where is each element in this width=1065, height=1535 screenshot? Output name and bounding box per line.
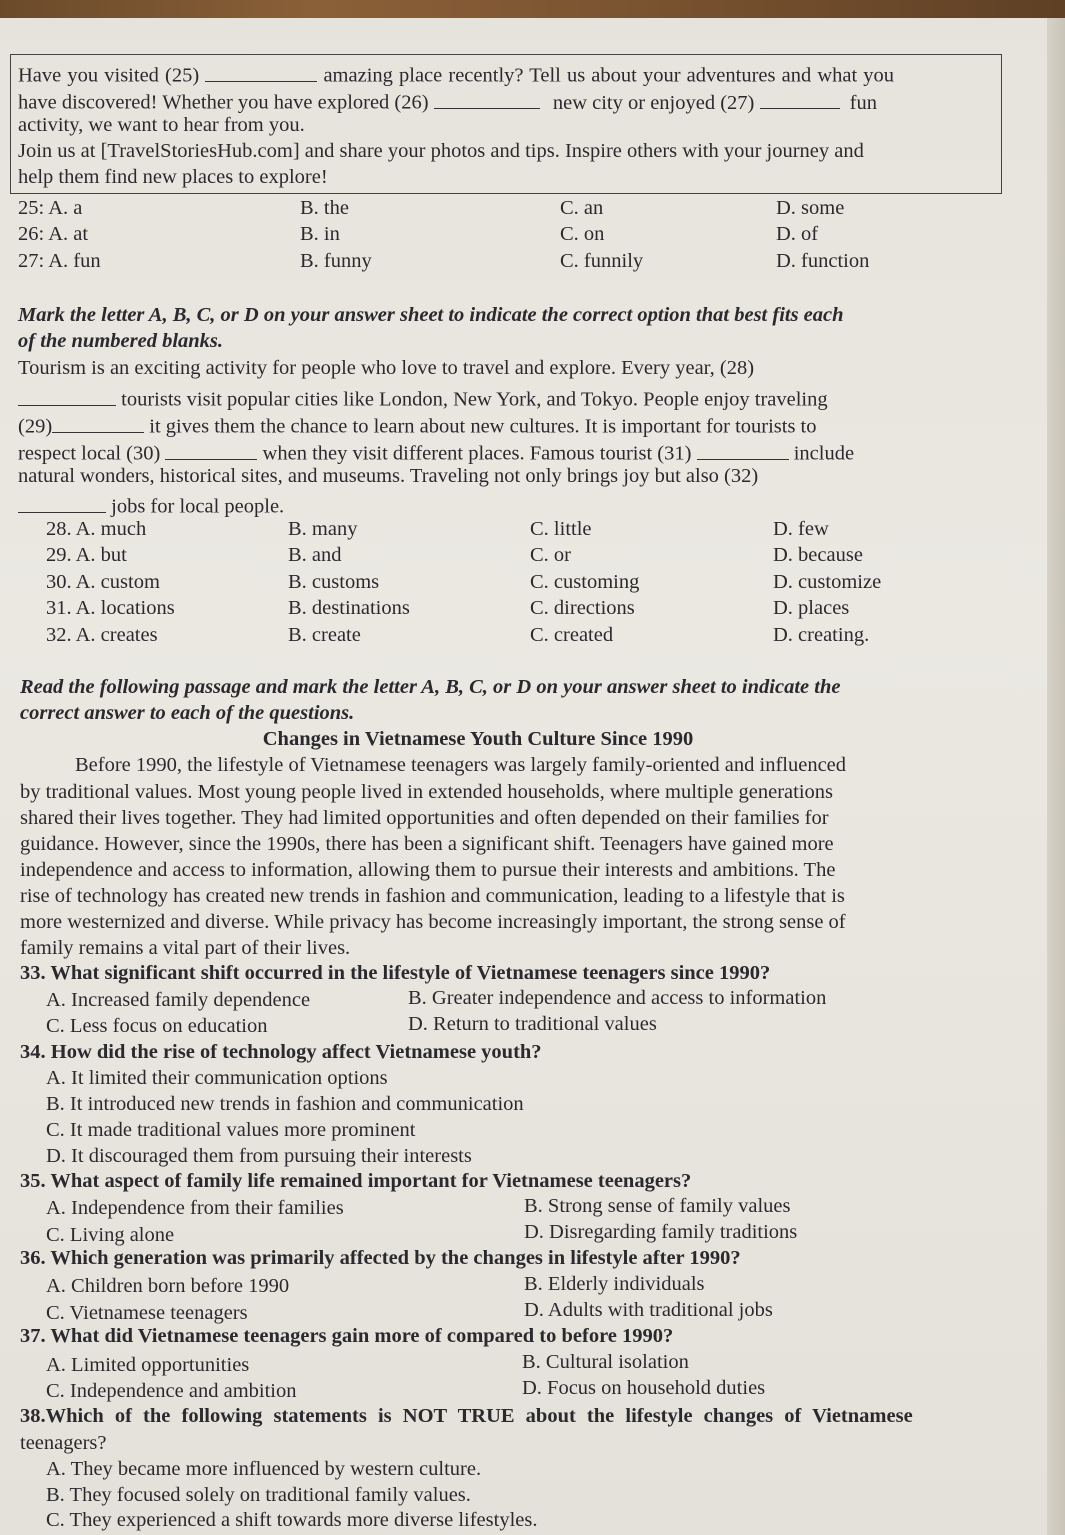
option-d: D. Adults with traditional jobs	[524, 1299, 773, 1321]
passage-2-line-6	[18, 491, 284, 519]
blank-27	[760, 87, 840, 109]
option-c: C. customing	[530, 571, 640, 593]
reading-line: independence and access to information, allowing them to pursue their interests and ambitions. The	[20, 859, 836, 881]
option-c: C. Less focus on education	[46, 1015, 268, 1037]
reading-line: family remains a vital part of their lives.	[20, 937, 351, 959]
option-b: B. Strong sense of family values	[524, 1195, 791, 1217]
option-b: B. the	[300, 197, 349, 219]
blank-28	[18, 384, 116, 406]
option-row	[18, 223, 88, 246]
passage-2-line-2	[18, 384, 828, 412]
option-d: D. Disregarding family traditions	[524, 1221, 798, 1243]
option-a: A. Independence from their families	[46, 1197, 344, 1219]
box-line-1b: amazing place recently? Tell us about your adventures and what you	[323, 64, 895, 87]
option-b: B. in	[300, 223, 340, 245]
passage-2-line-6-text: jobs for local people.	[111, 495, 285, 518]
option-c: C. little	[530, 518, 592, 540]
option-c: C. Vietnamese teenagers	[46, 1302, 248, 1324]
option-d: D. function	[776, 250, 870, 272]
reading-line: guidance. However, since the 1990s, there has been a significant shift. Teenagers have gained more	[20, 833, 834, 855]
option-b: B. customs	[288, 571, 380, 593]
reading-line: Before 1990, the lifestyle of Vietnamese teenagers was largely family-oriented and influenced	[75, 754, 847, 776]
box-line-2b: new city or enjoyed (27)	[552, 91, 755, 114]
question-34: 34. How did the rise of technology affect Vietnamese youth?	[20, 1041, 542, 1063]
option-c: C. or	[530, 544, 571, 566]
option-b: B. It introduced new trends in fashion and communication	[46, 1093, 524, 1115]
option-c: C. directions	[530, 597, 635, 619]
passage-2-line-1: Tourism is an exciting activity for people who love to travel and explore. Every year, (28)	[18, 357, 755, 379]
option-b: B. Greater independence and access to information	[408, 987, 827, 1009]
box-line-4: Join us at [TravelStoriesHub.com] and share your photos and tips. Inspire others with your journey and	[18, 140, 864, 162]
option-c: C. It made traditional values more prominent	[46, 1119, 416, 1141]
box-line-2c: fun	[849, 91, 877, 114]
blank-31	[697, 438, 789, 460]
blank-26	[434, 87, 540, 109]
option-d: D. of	[776, 223, 819, 245]
reading-line: shared their lives together. They had limited opportunities and often depended on their families for	[20, 807, 829, 829]
question-35: 35. What aspect of family life remained important for Vietnamese teenagers?	[20, 1170, 692, 1192]
option-a: 31. A. locations	[46, 597, 175, 619]
option-a: A. Limited opportunities	[46, 1354, 250, 1376]
option-a: 32. A. creates	[46, 624, 158, 646]
option-c: C. funnily	[560, 250, 644, 272]
passage-2-line-4b: when they visit different places. Famous tourist (31)	[262, 442, 692, 465]
option-a: A. at	[48, 223, 89, 245]
box-line-2a: have discovered! Whether you have explored (26)	[18, 91, 429, 114]
option-c: C. Independence and ambition	[46, 1380, 297, 1402]
passage-2-line-3a: (29)	[18, 415, 53, 438]
option-b: B. and	[288, 544, 342, 566]
option-a: A. Increased family dependence	[46, 989, 311, 1011]
instruction-1-line-2: of the numbered blanks.	[18, 330, 224, 352]
q-num: 26:	[18, 223, 45, 245]
passage-2-line-5: natural wonders, historical sites, and museums. Traveling not only brings joy but also (32)	[18, 465, 759, 487]
reading-line: rise of technology has created new trends in fashion and communication, leading to a lifestyle that is	[20, 885, 845, 907]
option-a: 30. A. custom	[46, 571, 160, 593]
option-b: B. Cultural isolation	[522, 1351, 689, 1373]
option-a: A. a	[48, 197, 83, 219]
instruction-2-line-2: correct answer to each of the questions.	[20, 702, 355, 724]
box-line-1	[18, 60, 894, 88]
option-b: B. funny	[300, 250, 372, 272]
box-line-5: help them find new places to explore!	[18, 166, 328, 188]
option-c: C. created	[530, 624, 614, 646]
desk-edge	[0, 0, 1065, 18]
passage-2-line-3b: it gives them the chance to learn about new cultures. It is important for tourists to	[149, 415, 817, 438]
option-c: C. Living alone	[46, 1224, 175, 1246]
option-a: A. It limited their communication options	[46, 1067, 388, 1089]
blank-29	[52, 411, 144, 433]
option-d: D. because	[773, 544, 863, 566]
option-b: B. destinations	[288, 597, 410, 619]
option-a: 28. A. much	[46, 518, 147, 540]
reading-title: Changes in Vietnamese Youth Culture Since 1990	[262, 728, 694, 750]
option-c: C. on	[560, 223, 605, 245]
option-d: D. places	[773, 597, 850, 619]
passage-2-line-2-text: tourists visit popular cities like London, New York, and Tokyo. People enjoy traveling	[121, 388, 828, 411]
option-d: D. Focus on household duties	[522, 1377, 766, 1399]
option-d: D. creating.	[773, 624, 870, 646]
option-a: 29. A. but	[46, 544, 127, 566]
blank-32	[18, 491, 106, 513]
option-d: D. some	[776, 197, 845, 219]
passage-2-line-4a: respect local (30)	[18, 442, 161, 465]
option-d: D. It discouraged them from pursuing their interests	[46, 1145, 472, 1167]
box-line-2	[18, 87, 877, 115]
option-a: A. Children born before 1990	[46, 1275, 290, 1297]
question-33: 33. What significant shift occurred in the lifestyle of Vietnamese teenagers since 1990?	[20, 962, 771, 984]
option-row	[18, 197, 82, 220]
option-a: A. fun	[48, 250, 101, 272]
option-row	[18, 250, 101, 273]
instruction-1-line-1: Mark the letter A, B, C, or D on your answer sheet to indicate the correct option that best fits each	[18, 304, 844, 326]
passage-2-line-4	[18, 438, 854, 466]
option-c: C. They experienced a shift towards more diverse lifestyles.	[46, 1509, 538, 1531]
option-c: C. an	[560, 197, 604, 219]
box-line-1a: Have you visited (25)	[18, 64, 200, 87]
option-b: B. They focused solely on traditional family values.	[46, 1484, 471, 1506]
blank-25	[205, 60, 317, 82]
passage-2-line-4c: include	[793, 442, 855, 465]
reading-line: more westernized and diverse. While privacy has become increasingly important, the strong sense of	[20, 911, 846, 933]
option-a: A. They became more influenced by western culture.	[46, 1458, 482, 1480]
paper-edge	[1047, 18, 1065, 1535]
q-num: 27:	[18, 250, 45, 272]
question-36: 36. Which generation was primarily affected by the changes in lifestyle after 1990?	[20, 1247, 741, 1269]
option-d: D. customize	[773, 571, 882, 593]
question-38-line-2: teenagers?	[20, 1432, 107, 1454]
box-line-3: activity, we want to hear from you.	[18, 114, 305, 136]
blank-30	[165, 438, 257, 460]
option-b: B. Elderly individuals	[524, 1273, 705, 1295]
reading-line: by traditional values. Most young people lived in extended households, where multiple generations	[20, 781, 833, 803]
question-38-line-1: 38.Which of the following statements is NOT TRUE about the lifestyle changes of Vietnamese	[20, 1405, 913, 1427]
instruction-2-line-1: Read the following passage and mark the letter A, B, C, or D on your answer sheet to indicate the	[20, 676, 841, 698]
option-d: D. Return to traditional values	[408, 1013, 657, 1035]
option-b: B. create	[288, 624, 361, 646]
question-37: 37. What did Vietnamese teenagers gain more of compared to before 1990?	[20, 1325, 674, 1347]
passage-2-line-3	[18, 411, 817, 439]
q-num: 25:	[18, 197, 45, 219]
option-d: D. few	[773, 518, 829, 540]
option-b: B. many	[288, 518, 358, 540]
